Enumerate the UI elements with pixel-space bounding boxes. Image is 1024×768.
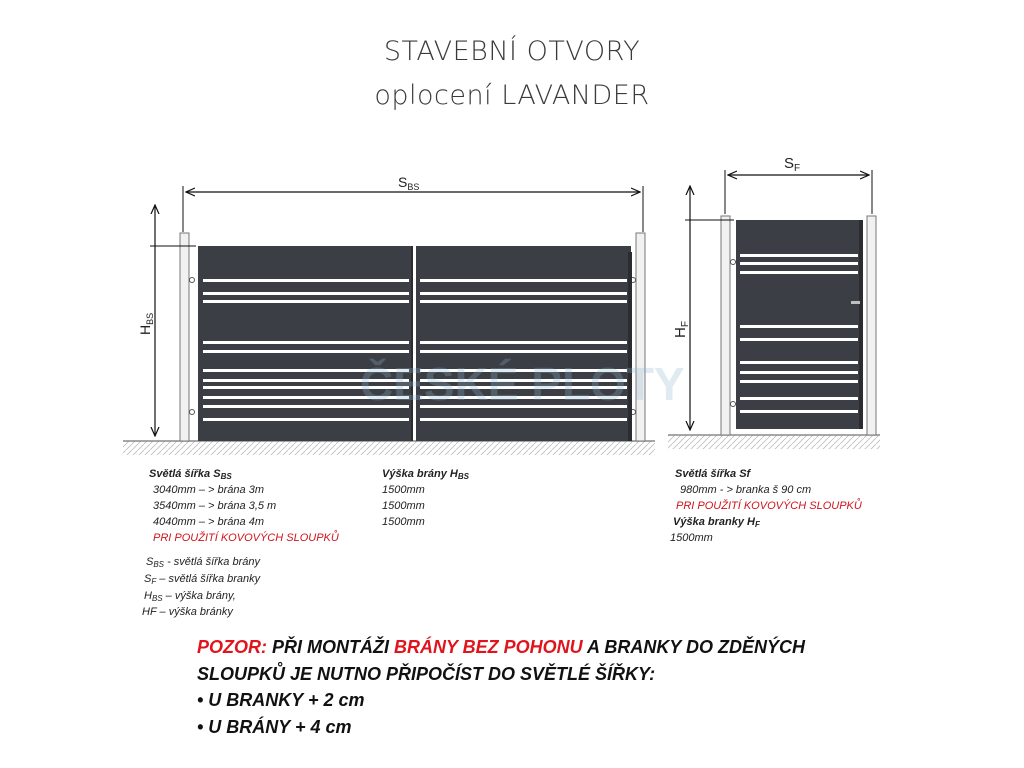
slat bbox=[420, 418, 627, 421]
gate-height-heading: Výška brány HBS bbox=[382, 468, 469, 481]
slat bbox=[203, 418, 409, 421]
legend-sbs: SBS - světlá šířka brány bbox=[146, 556, 260, 569]
title-line-2: oplocení LAVANDER bbox=[374, 80, 650, 111]
legend-hbs: HBS – výška brány, bbox=[144, 590, 236, 603]
gate-width-row-2: 3540mm – > brána 3,5 m bbox=[153, 500, 277, 512]
warning-line-2: SLOUPKŮ JE NUTNO PŘIPOČÍST DO SVĚTLÉ ŠÍŘKY: bbox=[197, 664, 656, 684]
slat bbox=[740, 371, 858, 374]
slat bbox=[203, 279, 409, 282]
slat bbox=[740, 397, 858, 400]
slat bbox=[420, 279, 627, 282]
warning-bullet-wicket: • U BRANKY + 2 cm bbox=[197, 690, 365, 710]
slat bbox=[203, 292, 409, 295]
wicket-width-heading: Světlá šířka Sf bbox=[675, 468, 751, 480]
slat bbox=[203, 341, 409, 344]
gate-width-heading: Světlá šířka SBS bbox=[149, 468, 232, 481]
ground-gate bbox=[123, 441, 655, 455]
ground-wicket bbox=[668, 435, 880, 449]
gate-note: PRI POUŽITÍ KOVOVÝCH SLOUPKŮ bbox=[153, 532, 339, 544]
slat bbox=[740, 262, 858, 265]
slat bbox=[740, 410, 858, 413]
slat bbox=[740, 380, 858, 383]
legend-sf: SF – světlá šířka branky bbox=[144, 573, 261, 586]
wicket-post-right bbox=[867, 216, 876, 435]
wicket-handle bbox=[851, 301, 860, 304]
gate-height-3: 1500mm bbox=[382, 516, 425, 528]
slat bbox=[420, 341, 627, 344]
wicket-note: PRI POUŽITÍ KOVOVÝCH SLOUPKŮ bbox=[676, 500, 862, 512]
dimension-label-sf: $S_F$ bbox=[784, 155, 801, 174]
slat bbox=[740, 325, 858, 328]
slat bbox=[740, 254, 858, 257]
gate-width-row-1: 3040mm – > brána 3m bbox=[153, 484, 264, 496]
title-line-1: STAVEBNÍ OTVORY bbox=[383, 36, 641, 67]
warning-bullet-gate: • U BRÁNY + 4 cm bbox=[197, 717, 352, 737]
dimension-label-sbs: $S_{BS}$ bbox=[398, 174, 420, 192]
legend-hf: HF – výška bránky bbox=[142, 606, 233, 618]
slat bbox=[203, 350, 409, 353]
wicket-gate bbox=[668, 155, 880, 449]
slat bbox=[740, 338, 858, 341]
wicket-height: 1500mm bbox=[670, 532, 713, 544]
slat bbox=[420, 292, 627, 295]
gate-height-1: 1500mm bbox=[382, 484, 425, 496]
wicket-height-heading: Výška branky HF bbox=[673, 516, 760, 529]
gate-width-row-3: 4040mm – > brána 4m bbox=[153, 516, 264, 528]
dimension-label-hbs: $H_{BS}$ bbox=[137, 312, 155, 335]
slat bbox=[420, 300, 627, 303]
gate-height-2: 1500mm bbox=[382, 500, 425, 512]
slat bbox=[420, 350, 627, 353]
wicket-post-left bbox=[721, 216, 730, 435]
warning-line-1: POZOR: PŘI MONTÁŽI BRÁNY BEZ POHONU A BRANKY DO ZDĚNÝCH bbox=[197, 637, 806, 657]
dimension-label-hf: $H_F$ bbox=[672, 321, 691, 338]
slat bbox=[740, 271, 858, 274]
wicket-width-row: 980mm - > branka š 90 cm bbox=[680, 484, 812, 496]
left-post bbox=[180, 233, 189, 441]
slat bbox=[740, 361, 858, 364]
slat bbox=[203, 300, 409, 303]
watermark: ČESKÉ PLOTY bbox=[360, 358, 685, 410]
double-gate bbox=[123, 174, 655, 455]
